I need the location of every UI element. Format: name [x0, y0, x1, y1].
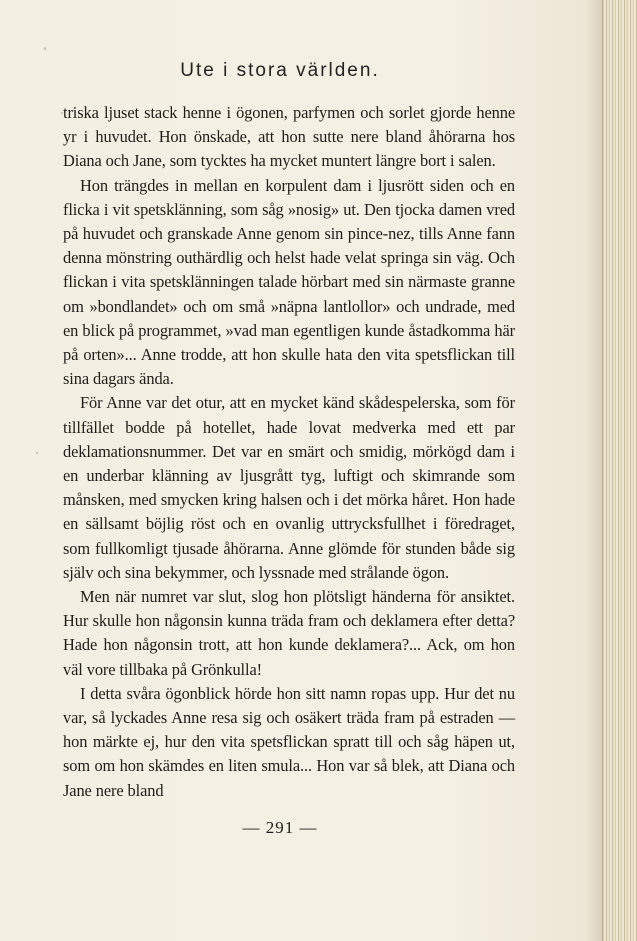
body-text — [63, 101, 515, 803]
paragraph-3: För Anne var det otur, att en mycket känd skådespelerska, som för tillfället bodde på hotellet, hade lovat medverka med ett par deklamationsnummer. Det var en smärt och smidig, mörkögd dam i en underbar klänning av ljusgrått tyg, luftigt och skimrande som månsken, med smycken kring halsen och i det mörka håret. Hon hade en sällsamt böjlig röst och en ovanlig uttrycksfullhet i föredraget, som fullkomligt tjusade åhörarna. Anne glömde för stunden både sig själv och sina bekymmer, och lyssnade med strålande ögon. — [63, 393, 515, 582]
page-gutter-shadow — [585, 0, 603, 941]
paper-speck — [44, 47, 46, 50]
paper-speck — [36, 452, 38, 454]
running-head: Ute i stora världen. — [180, 60, 380, 81]
paragraph-2: Hon trängdes in mellan en korpulent dam i ljusrött siden och en flicka i vit spetsklänning, som såg »nosig» ut. Den tjocka damen vred på huvudet och granskade Anne genom sin pince-nez, tills Anne fann denna mönstring outhärdlig och helst hade velat springa sin väg. Och flickan i vita spetsklänningen talade hörbart med sin närmaste granne om »bondlandet» och om små »näpna lantlollor» och undrade, med en blick på programmet, »vad man egentligen kunde åstadkomma här på orten»... Anne trodde, att hon skulle hata den vita spetsflickan till sina dagars ända. — [63, 175, 515, 389]
paragraph-1: triska ljuset stack henne i ögonen, parfymen och sorlet gjorde henne yr i huvudet. Hon önskade, att hon sutte nere bland åhörarna hos Diana och Jane, som tycktes ha mycket muntert längre bort i salen. — [63, 103, 515, 171]
page-number: — 291 — — [242, 818, 318, 837]
paragraph-5: I detta svåra ögonblick hörde hon sitt namn ropas upp. Hur det nu var, så lyckades Anne resa sig och osäkert träda fram på estraden — hon märkte ej, hur den vita spetsflickan spratt till och såg häpen ut, som om hon skämdes en liten smula... Hon var så blek, att Diana och Jane nere bland — [63, 683, 515, 800]
paper-speck — [61, 112, 63, 114]
paragraph-4: Men när numret var slut, slog hon plötsligt händerna för ansiktet. Hur skulle hon någonsin kunna träda fram och deklamera efter detta? Hade hon någonsin trott, att hon kunde deklamera?... Ack, om hon väl vore tillbaka på Grönkulla! — [63, 587, 515, 679]
page-edges — [602, 0, 637, 941]
